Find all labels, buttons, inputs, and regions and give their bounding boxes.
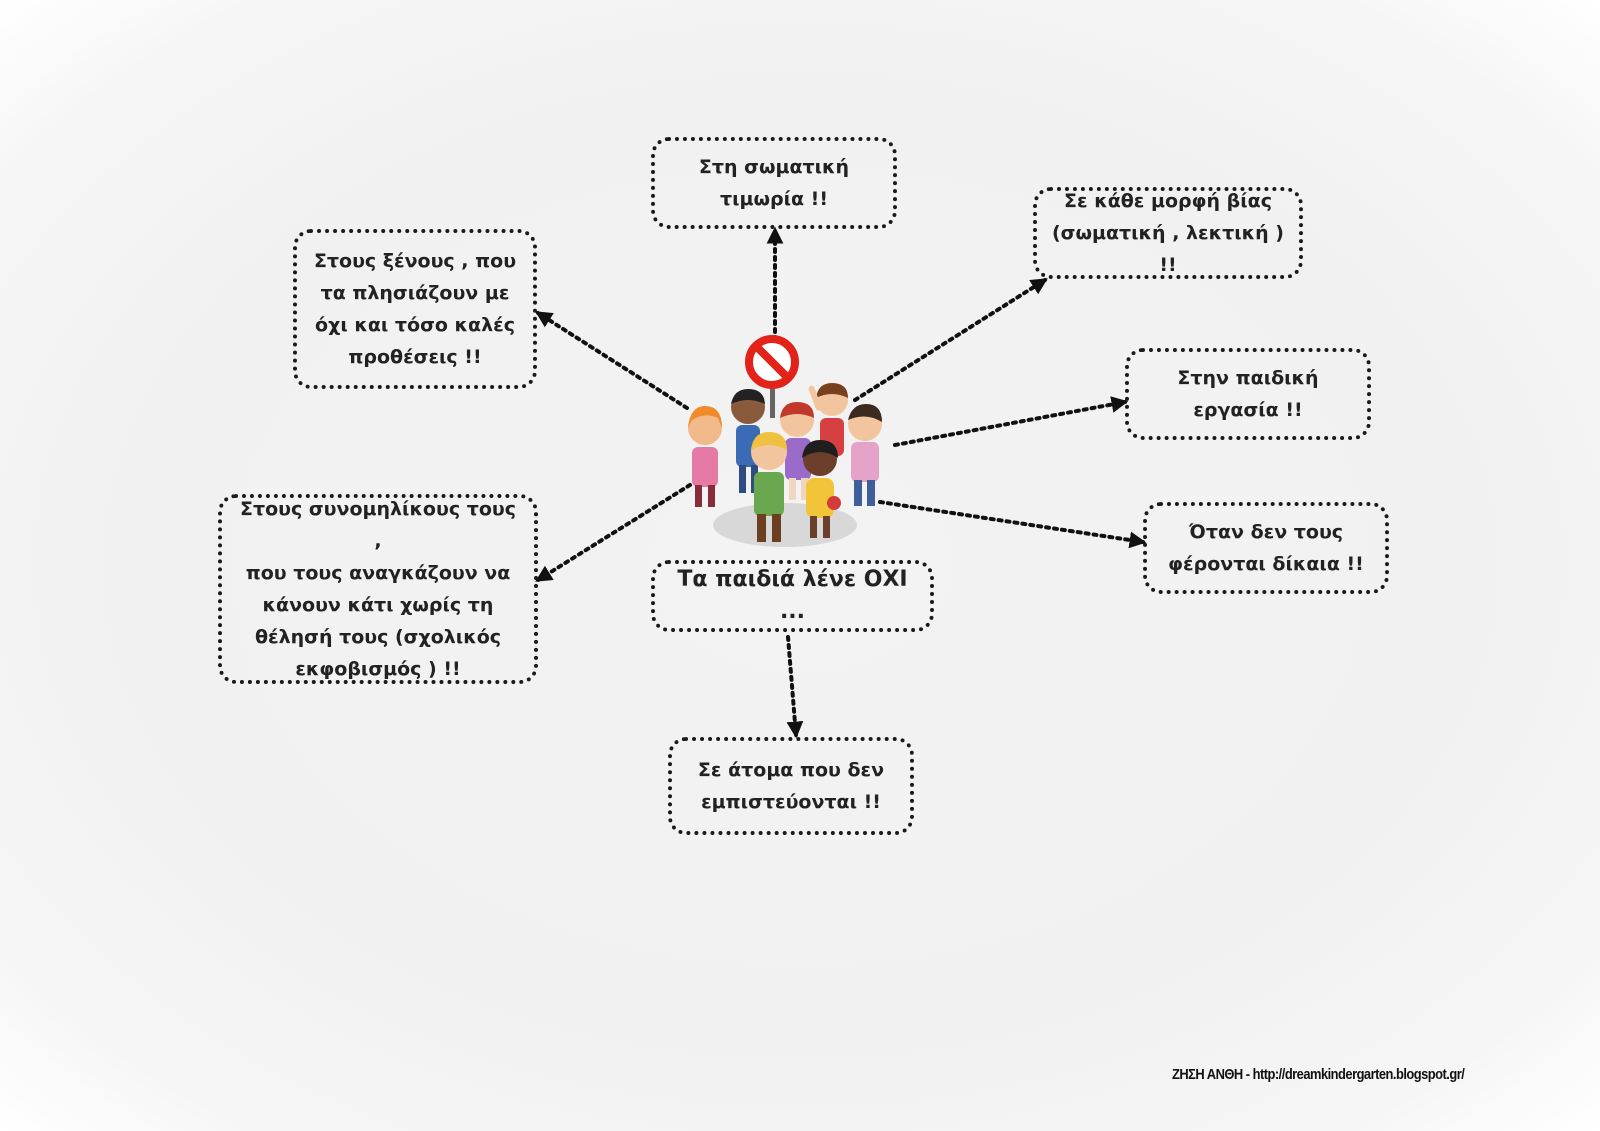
node-line: Σε κάθε μορφή βίας [1064, 190, 1272, 212]
node-line: τιμωρία !! [719, 188, 829, 210]
footer-credit: ΖΗΣΗ ΑΝΘΗ - http://dreamkindergarten.blogspot.gr/ [1172, 1066, 1465, 1083]
node-line: Στη σωματική [698, 156, 850, 178]
node-line: Σε άτομα που δεν [697, 759, 885, 781]
node-line: κάνουν κάτι χωρίς τη [262, 594, 494, 616]
node-corporal-punishment [651, 137, 897, 229]
center-label: Τα παιδιά λένε ΟΧΙ ... [677, 567, 908, 624]
node-line: εργασία !! [1193, 399, 1303, 421]
arrow-to-untrusted-people [788, 637, 796, 735]
node-line: εμπιστεύονται !! [701, 791, 881, 813]
node-line: Στους συνομηλίκους τους , [240, 498, 516, 552]
node-line: που τους αναγκάζουν να [245, 562, 511, 584]
node-line: θέλησή τους (σχολικός [254, 626, 502, 648]
node-line: όχι και τόσο καλές [315, 314, 515, 336]
center-node [651, 560, 934, 632]
node-violence [1033, 187, 1303, 279]
node-line: Όταν δεν τους [1188, 521, 1344, 543]
arrow-to-violence [855, 280, 1045, 400]
arrow-to-child-labor [895, 402, 1125, 445]
children-group-with-no-sign-icon [688, 339, 882, 547]
node-peers-bullying [218, 494, 538, 684]
node-untrusted-people [668, 737, 914, 835]
node-unfair-treatment [1143, 502, 1389, 594]
node-strangers [293, 229, 537, 389]
node-child-labor [1125, 348, 1371, 440]
node-line: εκφοβισμός ) !! [295, 658, 461, 680]
arrow-to-strangers [538, 313, 687, 408]
arrow-to-unfair-treatment [880, 502, 1143, 542]
node-line: Στην παιδική [1177, 367, 1319, 389]
node-line: (σωματική , λεκτική ) !! [1052, 222, 1284, 276]
node-line: προθέσεις !! [348, 346, 482, 368]
node-line: Στους ξένους , που [313, 250, 517, 272]
node-line: τα πλησιάζουν με [320, 282, 510, 304]
node-line: φέρονται δίκαια !! [1168, 553, 1364, 575]
